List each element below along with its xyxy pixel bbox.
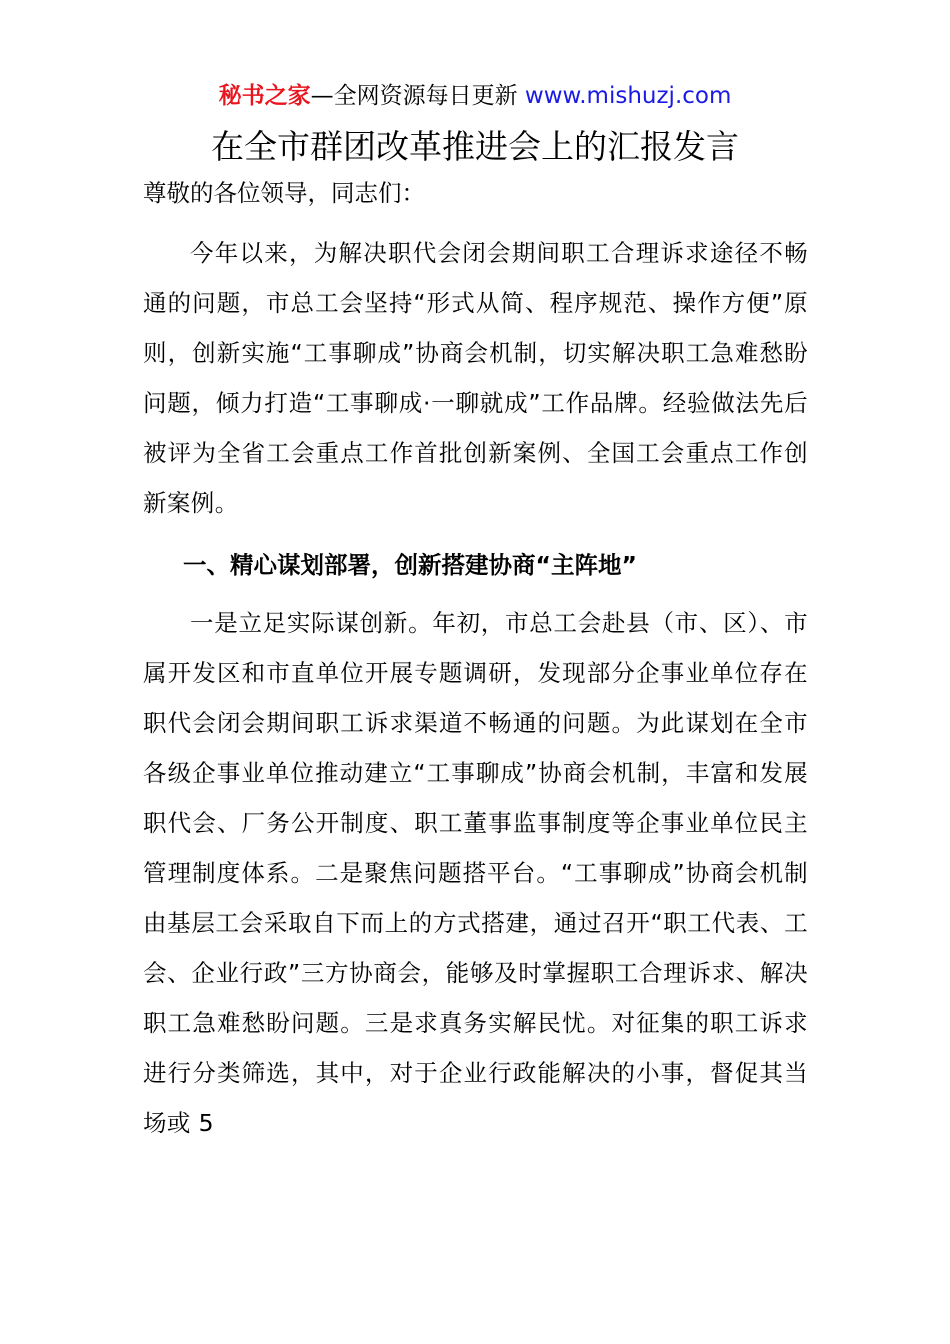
document-body — [143, 168, 808, 1160]
header-tagline: —全网资源每日更新 — [310, 83, 525, 109]
section-1-paragraph: 一是立足实际谋创新。年初，市总工会赴县（市、区）、市属开发区和市直单位开展专题调研，发现部分企事业单位存在职代会闭会期间职工诉求渠道不畅通的问题。为此谋划在全市各级企事业单位推动建立“工事聊成”协商会机制，丰富和发展职代会、厂务公开制度、职工董事监事制度等企事业单位民主管理制度体系。二是聚焦问题搭平台。“工事聊成”协商会机制由基层工会采取自下而上的方式搭建，通过召开“职工代表、工会、企业行政”三方协商会，能够及时掌握职工合理诉求、解决职工急难愁盼问题。三是求真务实解民忧。对征集的职工诉求进行分类筛选，其中，对于企业行政能解决的小事，督促其当场或 5 — [143, 609, 808, 1137]
section-heading-1: 一、精心谋划部署，创新搭建协商“主阵地” — [183, 551, 637, 579]
brand-name: 秘书之家 — [218, 83, 311, 109]
site-url-link[interactable]: www.mishuzj.com — [524, 83, 732, 109]
site-header — [0, 80, 950, 112]
intro-paragraph: 今年以来，为解决职代会闭会期间职工合理诉求途径不畅通的问题，市总工会坚持“形式从简、程序规范、操作方便”原则，创新实施“工事聊成”协商会机制，切实解决职工急难愁盼问题，倾力打造“工事聊成·一聊就成”工作品牌。经验做法先后被评为全省工会重点工作首批创新案例、全国工会重点工作创新案例。 — [143, 239, 808, 517]
document-title: 在全市群团改革推进会上的汇报发言 — [211, 127, 739, 166]
salutation: 尊敬的各位领导，同志们： — [143, 179, 425, 207]
